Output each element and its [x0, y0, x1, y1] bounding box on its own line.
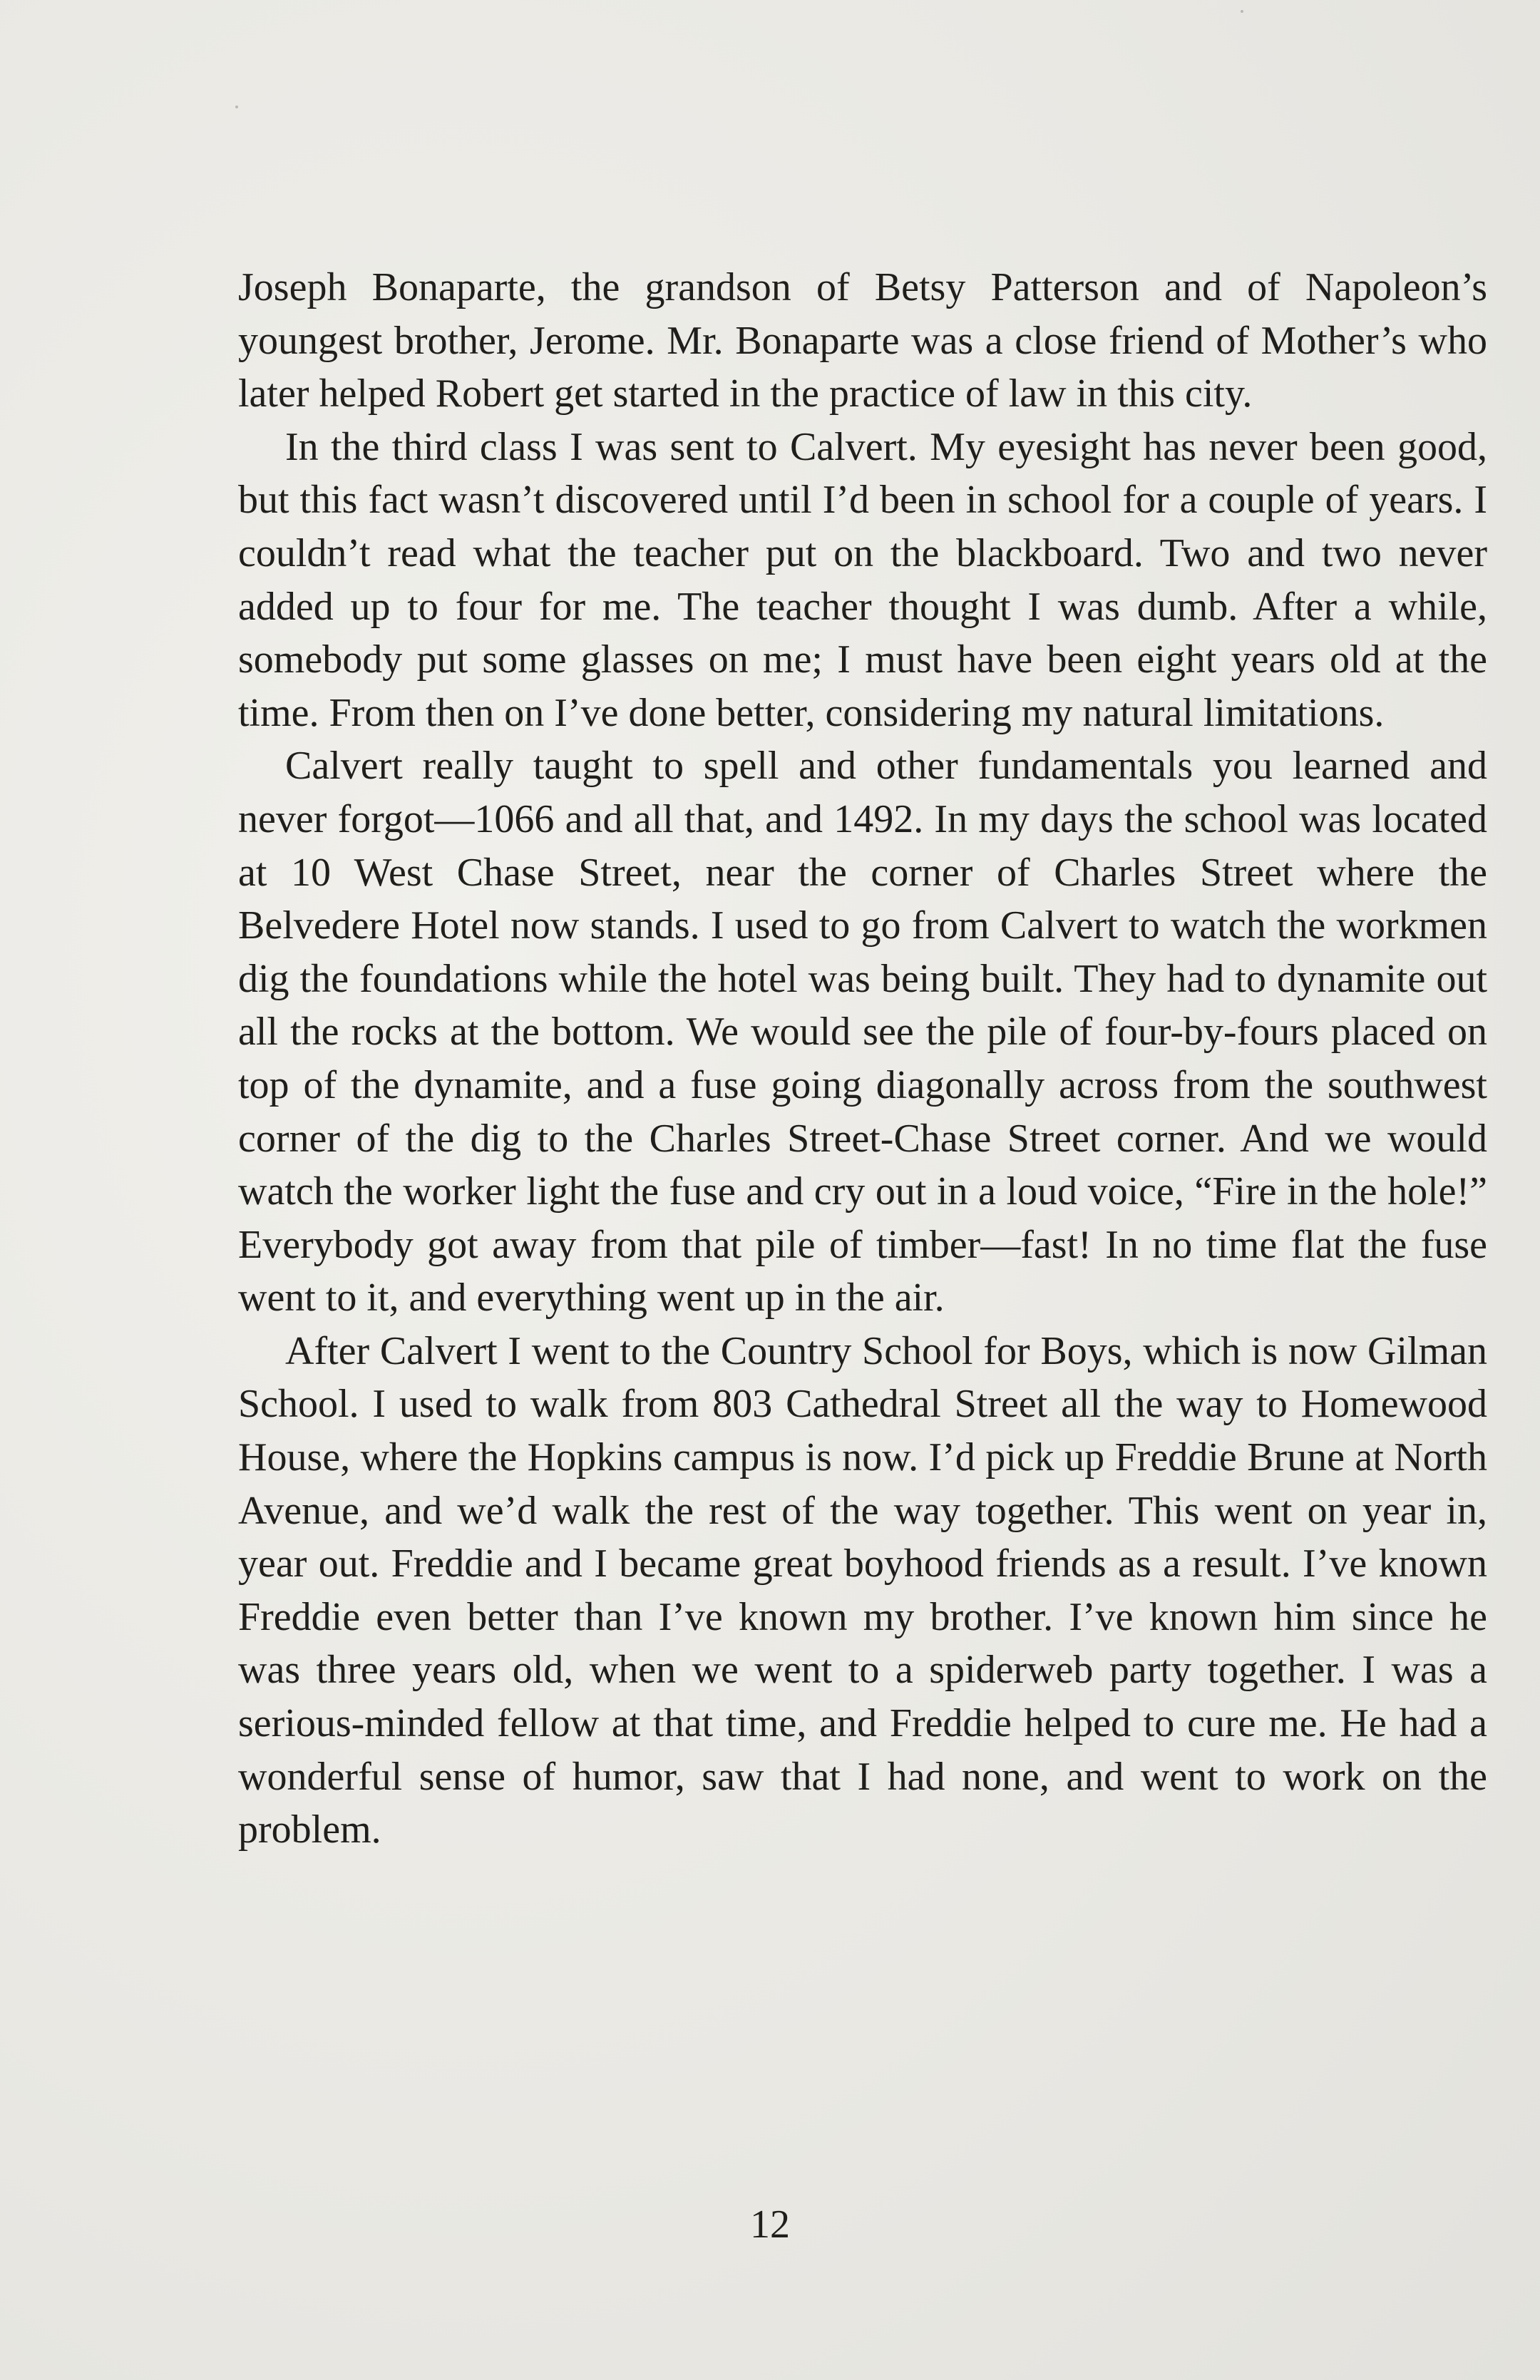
paragraph-continued: Joseph Bonaparte, the grandson of Betsy Patterson and of Napoleon’s youngest brother, Jerome. Mr. Bonaparte was a close friend of Mother’s who later helped Robert get started in the practice of law in this city. — [238, 265, 1487, 416]
paper-speck — [235, 106, 238, 108]
paper-speck — [1241, 10, 1243, 13]
page-number: 12 — [750, 2202, 790, 2247]
paragraph: In the third class I was sent to Calvert. My eyesight has never been good, but this fact wasn’t discovered until I’d been in school for a couple of years. I couldn’t read what the teacher put on the blackboard. Two and two never added up to four for me. The teacher thought I was dumb. After a while, somebody put some glasses on me; I must have been eight years old at the time. From then on I’ve done better, considering my natural limitations. — [238, 424, 1487, 735]
body-text — [238, 261, 1487, 1857]
paragraph: Calvert really taught to spell and other fundamentals you learned and never forgot—1066 and all that, and 1492. In my days the school was located at 10 West Chase Street, near the corner of Charles Street where the Belvedere Hotel now stands. I used to go from Calvert to watch the workmen dig the foundations while the hotel was being built. They had to dynamite out all the rocks at the bottom. We would see the pile of four-by-fours placed on top of the dynamite, and a fuse going diagonally across from the southwest corner of the dig to the Charles Street-Chase Street corner. And we would watch the worker light the fuse and cry out in a loud voice, “Fire in the hole!” Everybody got away from that pile of timber—fast! In no time flat the fuse went to it, and everything went up in the air. — [238, 744, 1487, 1320]
paragraph: After Calvert I went to the Country School for Boys, which is now Gilman School. I used to walk from 803 Cathedral Street all the way to Homewood House, where the Hopkins campus is now. I’d pick up Freddie Brune at North Avenue, and we’d walk the rest of the way together. This went on year in, year out. Freddie and I became great boyhood friends as a result. I’ve known Freddie even better than I’ve known my brother. I’ve known him since he was three years old, when we went to a spiderweb party together. I was a serious-minded fellow at that time, and Freddie helped to cure me. He had a wonderful sense of humor, saw that I had none, and went to work on the problem. — [238, 1328, 1487, 1852]
